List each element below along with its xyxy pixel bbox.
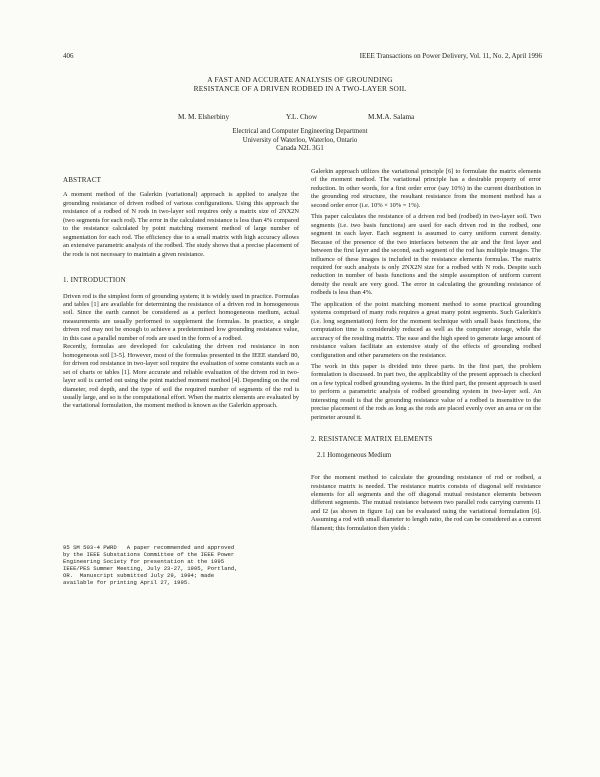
right-column [311, 168, 541, 533]
right-paragraph-2: This paper calculates the resistance of a driven rod bed (rodbed) in two-layer soil. Two segments (i.e. two basis functions) are used for each driven rod in the rodbed, one segment in each layer. Each segment is assumed to carry uniform current density. Because of the presence of the two interfaces between the air and the first layer and between the first layer and the second, each segment of the rod has multiple images. The influence of these images is included in the resistance elements formulas. The matrix required for such analysis is only 2NX2N size for a rodbed with N rods. Despite such reduction in number of basis functions and the simple assumption of uniform current density the result are very good. The error in calculating the grounding resistance of rodbeds is less than 4%. [311, 213, 541, 297]
title-line-1: A FAST AND ACCURATE ANALYSIS OF GROUNDING [207, 75, 393, 84]
affiliation [0, 128, 600, 154]
footnote-line-6: available for printing April 27, 1995. [63, 579, 191, 587]
right-paragraph-3: The application of the point matching moment method to some practical grounding systems comprised of many rods requires a great many point segments. Such Galerkin's (i.e. long segmentation) form for the moment technique with small basis functions, the computation time is considerably reduced as well as the computer storage, while the accuracy of the resulting matrix. The ease and the high speed to generate large amount of resistance values facilitate an extensive study of the effects of grounding rodbed configuration and other parameters on the resistance. [311, 300, 541, 359]
affiliation-line-1: Electrical and Computer Engineering Department [232, 128, 368, 135]
affiliation-line-2: University of Waterloo, Waterloo, Ontario [242, 136, 358, 144]
affiliation-line-3: Canada N2L 3G1 [276, 145, 324, 153]
right-paragraph-5: For the moment method to calculate the grounding resistance of rod or rodbed, a resistance matrix is needed. The resistance matrix consists of diagonal self resistance elements for all segments and the off diagonal mutual resistance elements between different segments. The mutual resistance between two parallel rods carrying currents I1 and I2 (as shown in figure 1a) can be evaluated using the variational formulation [6]. Assuming a rod with small diameter to length ratio, the rod can be considered as a current filament; this formulation then yields : [311, 474, 541, 532]
introduction-heading: 1. INTRODUCTION [63, 276, 126, 285]
footnote-line-3: Engineering Society for presentation at the 1995 [63, 558, 225, 566]
left-column-top [63, 176, 299, 411]
section-2-heading: 2. RESISTANCE MATRIX ELEMENTS [311, 435, 433, 444]
author-2: Y.L. Chow [286, 113, 318, 121]
subsection-2-1-heading: 2.1 Homogeneous Medium [317, 451, 392, 459]
journal-header: IEEE Transactions on Power Delivery, Vol. 11, No. 2, April 1996 [359, 52, 542, 60]
footnote-line-4: IEEE/PES Summer Meeting, July 23-27, 1995, Portland, [63, 565, 238, 573]
right-paragraph-1: Galerkin approach utilizes the variational principle [6] to formulate the matrix elements of the moment method. The variational principle has a desirable property of error reduction. In other words, for a first order error (say 10%) in the current distribution in the grounding rod structure, the resultant resistance from the moment method has a second order error (i.e. 10% × 10% = 1%). [311, 168, 541, 209]
footnote [63, 544, 299, 587]
page-number: 406 [63, 52, 74, 60]
paper-title [0, 75, 600, 93]
introduction-paragraph-1: Driven rod is the simplest form of grounding system; it is widely used in practice. Formulas and tables [1] are available for determining the resistance of a driven rod in homogeneous soil. Since the earth cannot be considered as a perfect homogeneous medium, actual measurements are usually performed to supplement the formulas. In practice, a single driven rod may not be enough to achieve a predetermined low grounding resistance value, in this case a parallel number of rods are used in the form of a rodbed. [63, 292, 299, 342]
footnote-line-1: 95 SM 503-4 PWRD A paper recommended and approved [63, 544, 235, 551]
author-1: M. M. Elsherbiny [178, 113, 230, 121]
right-paragraph-4: The work in this paper is divided into three parts. In the first part, the problem formulation is discussed. In part two, the applicability of the present approach is checked on a few typical rodbed grounding systems. In the third part, the present approach is used to perform a parametric analysis of rodbed grounding system in two-layer soil. An interesting result is that the grounding resistance value of a rodbed is insensitive to the precise placement of the rods as long as the rods are placed evenly over an area or on the perimeter around it. [311, 362, 541, 421]
author-3: M.M.A. Salama [368, 113, 415, 121]
introduction-paragraph-2: Recently, formulas are developed for calculating the driven rod resistance in non homogeneous soil [3-5]. However, most of the formulas presented in the IEEE standard 80, for driven rod resistance in two-layer soil require the evaluation of some constants such as a set of charts or tables [1]. More accurate and reliable evaluation of the driven rod in two-layer soil is carried out using the point matched moment method [4]. Depending on the rod diameter, rod depth, and the type of soil the required number of segments of the rod is usually large, and so is the computational effort. When the matrix elements are evaluated by the variational formulation, the moment method is known as the Galerkin approach. [63, 343, 299, 410]
title-line-2: RESISTANCE OF A DRIVEN RODBED IN A TWO-LAYER SOIL [193, 84, 407, 93]
abstract-heading: ABSTRACT [63, 176, 102, 184]
footnote-line-2: by the IEEE Substations Committee of the IEEE Power [63, 551, 235, 559]
footnote-line-5: OR. Manuscript submitted July 29, 1994; made [63, 572, 215, 580]
abstract-text: A moment method of the Galerkin (variational) approach is applied to analyze the grounding resistance of driven rodbed of various configurations. Using this approach the resistance of a rodbed of N rods in two-layer soil requires only a matrix size of 2NX2N (two segments for each rod). The error in the calculated resistance is less than 4% compared to the resistance calculated by point matching moment method of large number of segmentation for each rod. The efficiency due to a small matrix with high accuracy allows an extensive parametric analysis of the rodbed. The study shows that a precise placement of the rods is not necessary to maintain a given resistance. [63, 191, 299, 258]
